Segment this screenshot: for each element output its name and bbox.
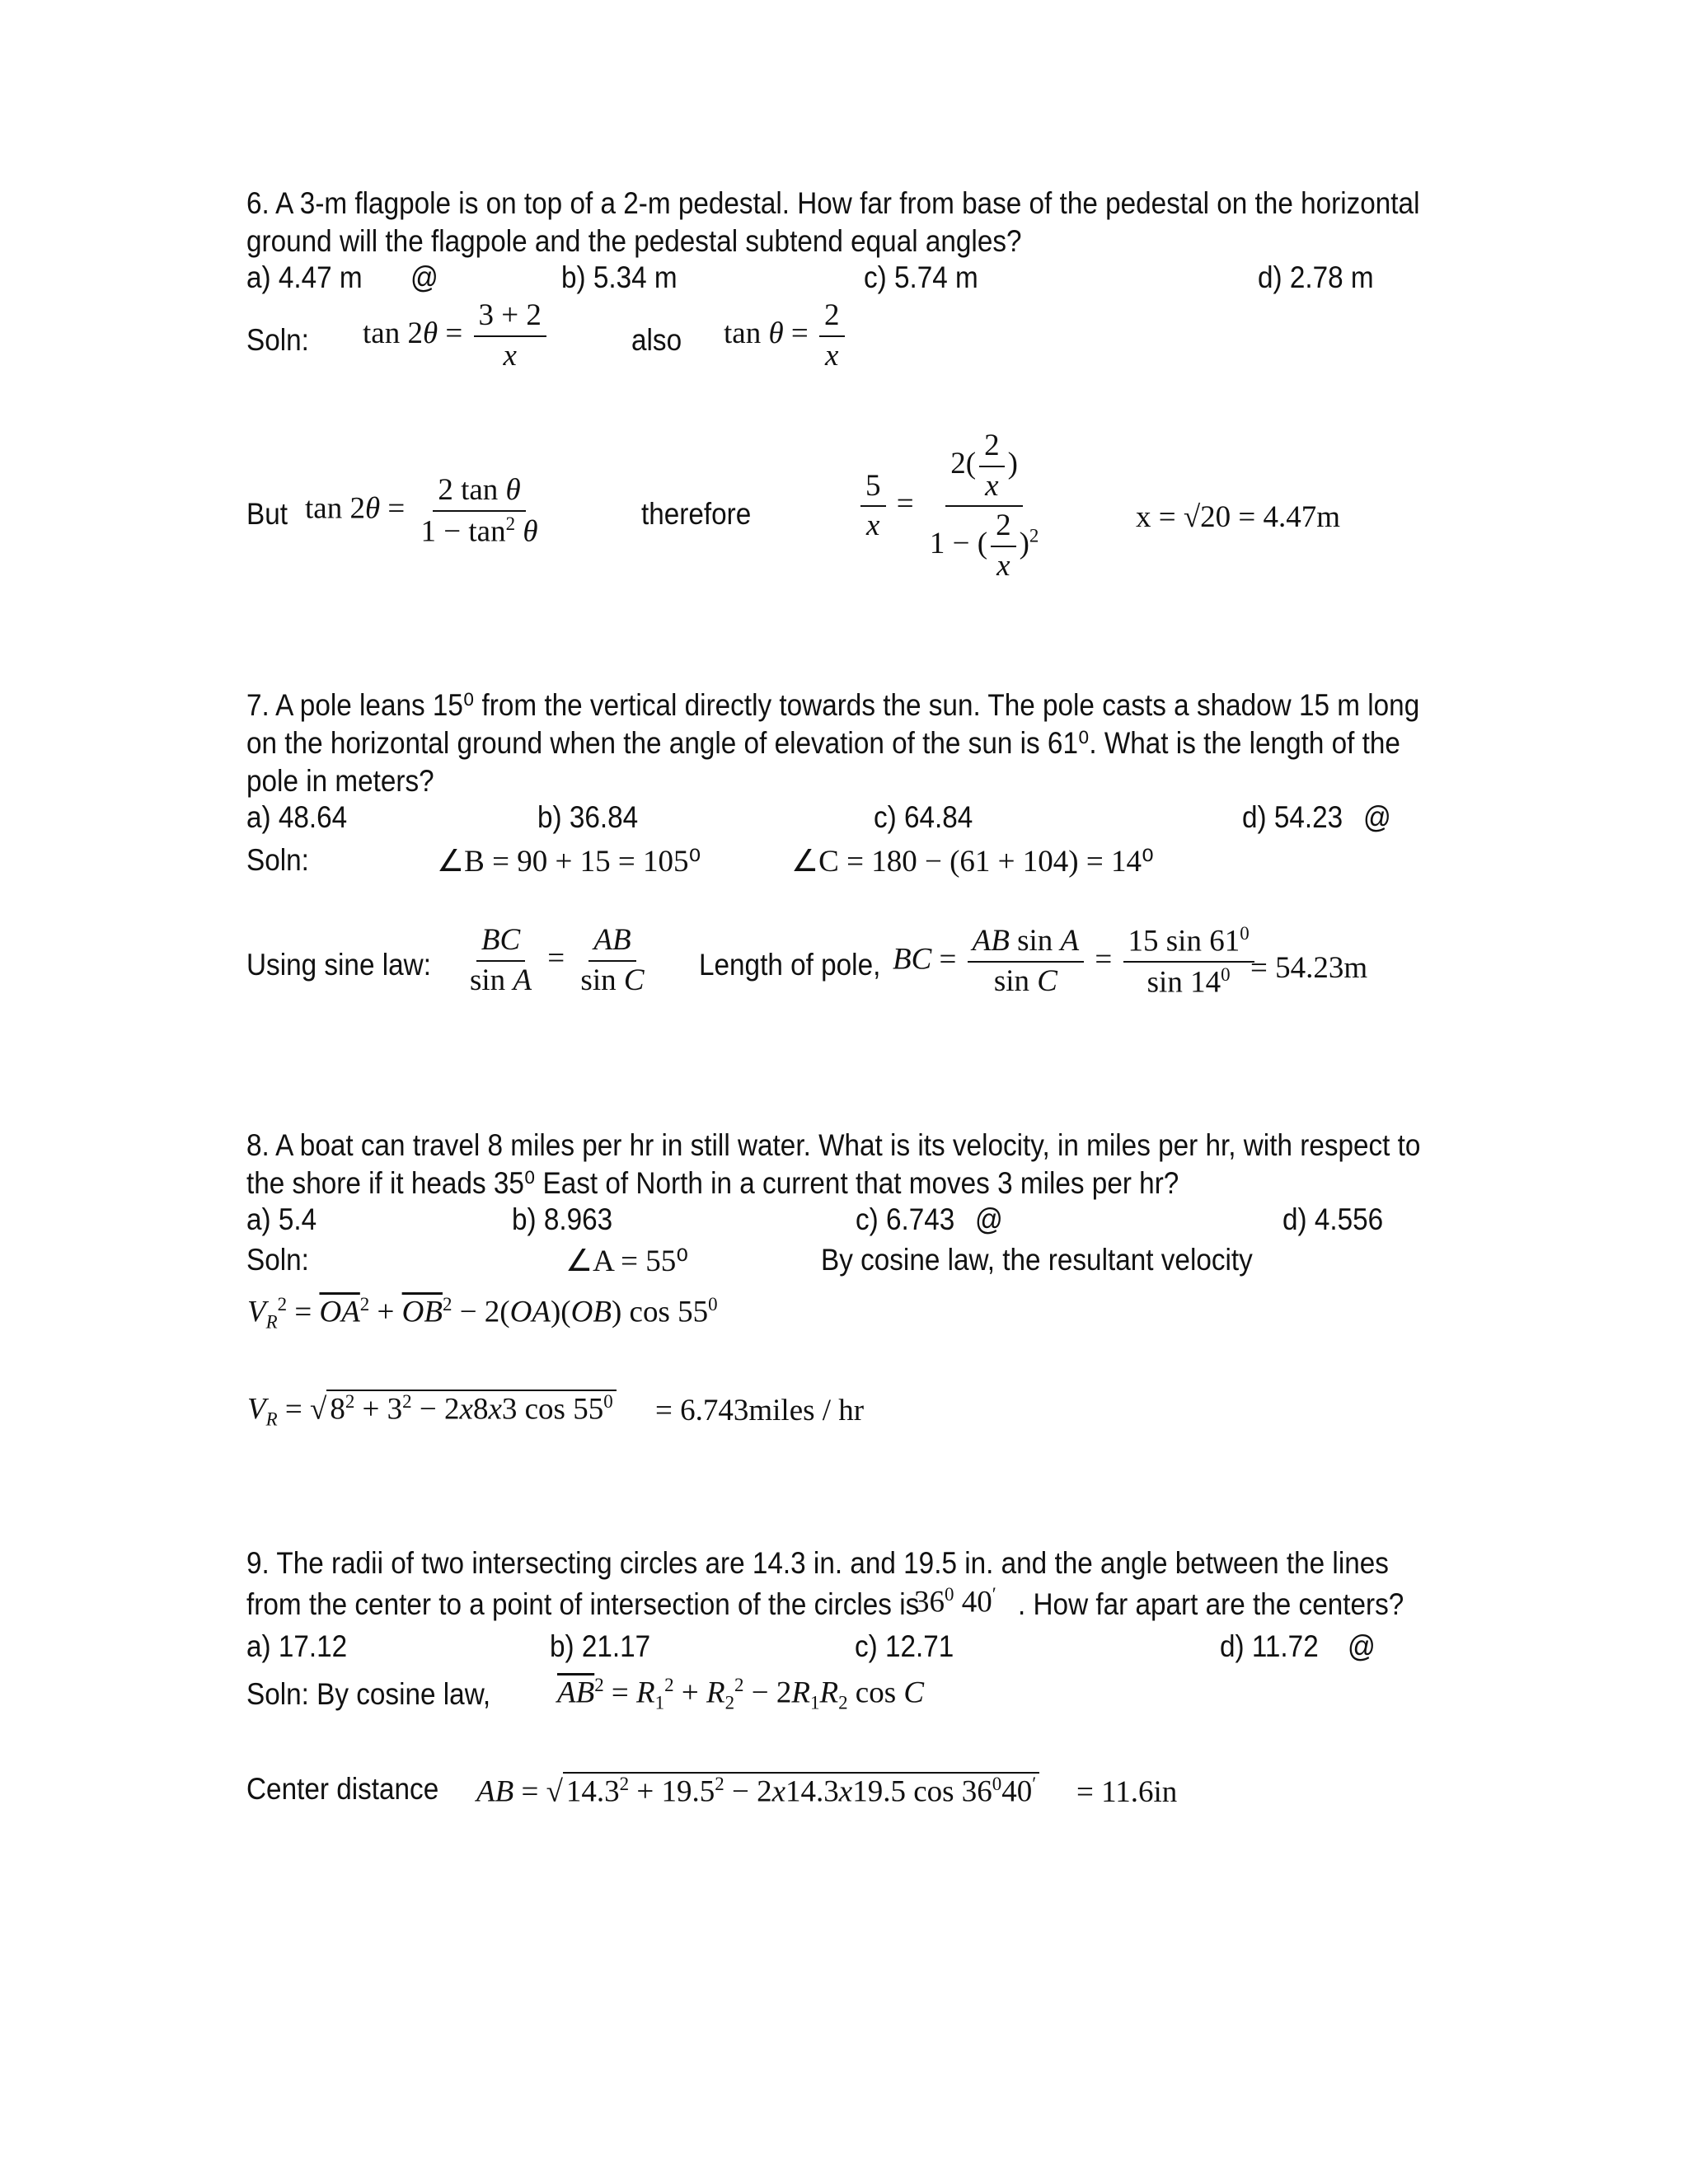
q6-also: also xyxy=(631,323,682,357)
q6-eq-tantheta: tan θ = $\frac{2}{x}$ xyxy=(724,298,848,373)
q8-result: = 6.743miles / hr xyxy=(655,1394,865,1427)
q7-soln-label: Soln: xyxy=(246,843,309,877)
q9-stem-line2-start: from the center to a point of intersection of the circles is xyxy=(246,1587,920,1621)
q7-length-label: Length of pole, xyxy=(699,948,881,982)
q8-soln-label: Soln: xyxy=(246,1243,309,1277)
q9-eq-distance: AB = √ $14.3^2 + 19.5^2 - 2x14.3x19.5$ $\cos 36^040'$ xyxy=(476,1772,1039,1809)
q9-choice-a: a) 17.12 xyxy=(246,1629,348,1663)
q8-stem-line1: 8. A boat can travel 8 miles per hr in still water. What is its velocity, in miles per hr, with respect to xyxy=(246,1128,1421,1162)
q7-result: = 54.23m xyxy=(1250,951,1368,985)
q7-choice-c: c) 64.84 xyxy=(874,800,973,834)
q7-stem-line1: 7. A pole leans 15⁰ from the vertical directly towards the sun. The pole casts a shadow 15 m long xyxy=(246,688,1420,722)
q8-correct-mark: @ xyxy=(975,1202,1003,1236)
q7-angle-b: ∠B = 90 + 15 = 105⁰ xyxy=(437,845,701,879)
q7-eq-length: BC = $\frac{\text{AB sin A}}{\text{sin C}}$ = $\frac{15 \sin 61^0}{\sin 14^0}$ xyxy=(893,923,1258,1001)
q6-stem-line2: ground will the flagpole and the pedestal subtend equal angles? xyxy=(246,224,1022,258)
q7-stem-line3: pole in meters? xyxy=(246,764,434,798)
q8-eq-vr: $V_R$ = √ $8^2 + 3^2 - 2x8x3$ $\cos 55^0$ xyxy=(247,1390,617,1431)
q9-center-label: Center distance xyxy=(246,1772,439,1806)
q7-choice-d: d) 54.23 xyxy=(1242,800,1343,834)
q9-choice-c: c) 12.71 xyxy=(855,1629,954,1663)
q8-cosine-text: By cosine law, the resultant velocity xyxy=(821,1243,1253,1277)
q7-sine-label: Using sine law: xyxy=(246,948,431,982)
q8-choice-d: d) 4.556 xyxy=(1282,1202,1384,1236)
q6-eq-tan2theta: tan 2θ = $\frac{3 + 2}{x}$ xyxy=(363,298,550,373)
q7-correct-mark: @ xyxy=(1363,800,1391,834)
q9-soln-label: Soln: By cosine law, xyxy=(246,1677,491,1711)
q9-angle-value: $36^0$ 40′ xyxy=(914,1584,996,1619)
q6-correct-mark: @ xyxy=(410,260,438,294)
q9-result: = 11.6in xyxy=(1076,1775,1178,1809)
q6-choice-c: c) 5.74 m xyxy=(864,260,978,294)
q7-stem-line2: on the horizontal ground when the angle of elevation of the sun is 61⁰. What is the length of the xyxy=(246,726,1400,760)
q9-choice-d: d) 11.72 xyxy=(1220,1629,1319,1663)
q6-stem-line1: 6. A 3-m flagpole is on top of a 2-m pedestal. How far from base of the pedestal on the horizontal xyxy=(246,186,1420,220)
q9-stem-line2-end: . How far apart are the centers? xyxy=(1018,1587,1404,1621)
q6-choice-d: d) 2.78 m xyxy=(1258,260,1374,294)
q6-eq-double-angle: tan 2θ = $\frac{\text{2 tan θ}}{1 - \tan^2 \theta}$ xyxy=(305,473,538,548)
q6-choice-b: b) 5.34 m xyxy=(561,260,678,294)
q7-eq-sine-law: $\frac{BC}{\text{sin A}}$ = $\frac{AB}{\text{sin C}}$ xyxy=(470,923,645,997)
q8-choice-b: b) 8.963 xyxy=(512,1202,613,1236)
q6-but-label: But xyxy=(246,497,288,531)
q6-soln-label: Soln: xyxy=(246,323,309,357)
q8-choice-a: a) 5.4 xyxy=(246,1202,317,1236)
q9-eq-cosine-law: $\overline{AB}^2 = R_1^2 + R_2^2 - 2R_1R_2$ cos C xyxy=(557,1675,925,1713)
q8-choice-c: c) 6.743 xyxy=(856,1202,955,1236)
q9-correct-mark: @ xyxy=(1348,1629,1376,1663)
q6-therefore: therefore xyxy=(641,497,752,531)
q6-result: x = √20 = 4.47m xyxy=(1136,500,1341,534)
q7-choice-b: b) 36.84 xyxy=(537,800,639,834)
q9-choice-b: b) 21.17 xyxy=(550,1629,651,1663)
q6-eq-substituted: $\frac{5}{x}$ = 2( $\frac{2}{x}$ ) 1 − ( $\frac{2}{x}$ )$^2$ xyxy=(857,429,1047,583)
q7-angle-c: ∠C = 180 − (61 + 104) = 14⁰ xyxy=(791,845,1154,879)
q8-eq-cosine-law: $V_R^2 = \overline{OA}^2 + \overline{OB}^2 - 2(OA)(OB)$ $\cos 55^0$ xyxy=(247,1294,718,1333)
q8-stem-line2: the shore if it heads 35⁰ East of North in a current that moves 3 miles per hr? xyxy=(246,1166,1179,1200)
q8-angle-a: ∠A = 55⁰ xyxy=(565,1244,689,1278)
q9-stem-line1: 9. The radii of two intersecting circles are 14.3 in. and 19.5 in. and the angle between the lines xyxy=(246,1546,1389,1580)
q6-choice-a: a) 4.47 m xyxy=(246,260,363,294)
q7-choice-a: a) 48.64 xyxy=(246,800,348,834)
